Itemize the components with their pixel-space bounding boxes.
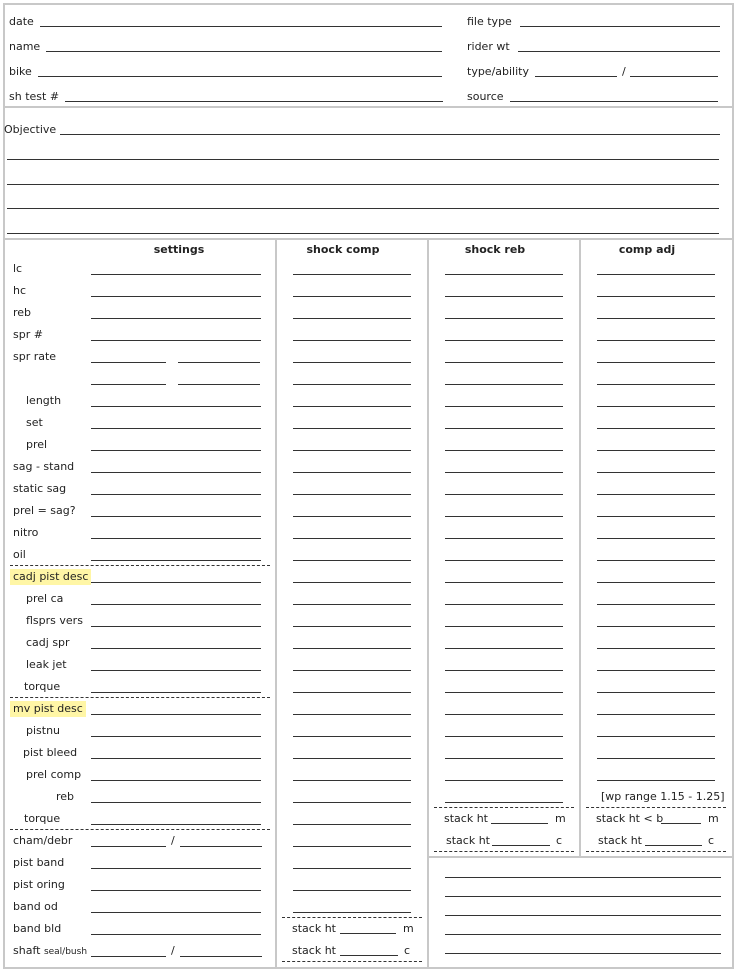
settings-field[interactable]	[91, 692, 261, 693]
bike-label: bike	[9, 65, 32, 78]
shock-comp-field[interactable]	[293, 406, 411, 407]
sh-test-field[interactable]	[65, 101, 443, 102]
ability-field[interactable]	[630, 76, 718, 77]
prel-comp-label: prel comp	[26, 768, 82, 781]
comp-adj-field[interactable]	[597, 340, 715, 341]
cadj-spr-label: cadj spr	[26, 636, 70, 649]
torque-label-1: torque	[24, 680, 61, 693]
settings-field[interactable]	[91, 516, 261, 517]
length-label: length	[26, 394, 62, 407]
shock-comp-header: shock comp	[306, 243, 380, 256]
settings-field[interactable]	[91, 714, 261, 715]
objective-line-5[interactable]	[7, 233, 719, 234]
comp-adj-footer-bottom	[586, 851, 726, 852]
shock-reb-field[interactable]	[445, 758, 563, 759]
comp-adj-unit-m: m	[708, 812, 719, 825]
shock-reb-field[interactable]	[445, 560, 563, 561]
shock-comp-stack-ht-c-field[interactable]	[340, 955, 398, 956]
shock-reb-field[interactable]	[445, 582, 563, 583]
file-type-label: file type	[467, 15, 512, 28]
shock-reb-field[interactable]	[445, 472, 563, 473]
shock-comp-field[interactable]	[293, 648, 411, 649]
notes-field[interactable]	[445, 896, 721, 897]
shock-comp-field[interactable]	[293, 846, 411, 847]
shock-comp-field[interactable]	[293, 274, 411, 275]
comp-adj-field[interactable]	[597, 538, 715, 539]
shock-comp-footer-bottom	[282, 961, 422, 962]
shock-reb-field[interactable]	[445, 428, 563, 429]
notes-field[interactable]	[445, 877, 721, 878]
rider-wt-label: rider wt	[467, 40, 510, 53]
shock-comp-field[interactable]	[293, 802, 411, 803]
pist-band-label: pist band	[13, 856, 65, 869]
shock-comp-field[interactable]	[293, 450, 411, 451]
shock-reb-stack-ht-m-label: stack ht	[444, 812, 488, 825]
static-sag-label: static sag	[13, 482, 67, 495]
cham-debr-label: cham/debr	[13, 834, 73, 847]
settings-field[interactable]	[91, 802, 261, 803]
oil-label: oil	[13, 548, 26, 561]
shock-reb-field[interactable]	[445, 406, 563, 407]
shock-comp-unit-m: m	[403, 922, 414, 935]
pist-bleed-label: pist bleed	[23, 746, 78, 759]
shock-reb-field[interactable]	[445, 516, 563, 517]
source-label: source	[467, 90, 504, 103]
settings-field[interactable]	[91, 318, 261, 319]
settings-field[interactable]	[91, 560, 261, 561]
settings-field-split-b[interactable]	[180, 846, 262, 847]
name-label: name	[9, 40, 41, 53]
shock-reb-field[interactable]	[445, 384, 563, 385]
shock-comp-field[interactable]	[293, 714, 411, 715]
shock-reb-field[interactable]	[445, 340, 563, 341]
shock-comp-stack-ht-m-label: stack ht	[292, 922, 336, 935]
shock-comp-field[interactable]	[293, 472, 411, 473]
objective-line-3[interactable]	[7, 184, 719, 185]
shock-comp-field[interactable]	[293, 780, 411, 781]
comp-adj-field[interactable]	[597, 714, 715, 715]
prel-ca-label: prel ca	[26, 592, 64, 605]
settings-field-split-a[interactable]	[91, 384, 166, 385]
flsprs-vers-label: flsprs vers	[26, 614, 83, 627]
prel-label: prel	[26, 438, 48, 451]
rider-wt-field[interactable]	[518, 51, 720, 52]
objective-line-2[interactable]	[7, 159, 719, 160]
pistnu-label: pistnu	[26, 724, 61, 737]
notes-left-border	[427, 856, 429, 968]
shock-reb-field[interactable]	[445, 714, 563, 715]
settings-field[interactable]	[91, 472, 261, 473]
settings-header: settings	[153, 243, 205, 256]
notes-field[interactable]	[445, 953, 721, 954]
settings-divider-1	[10, 565, 270, 566]
comp-adj-field[interactable]	[597, 428, 715, 429]
shock-comp-field[interactable]	[293, 494, 411, 495]
shock-reb-field[interactable]	[445, 626, 563, 627]
objective-line-4[interactable]	[7, 208, 719, 209]
settings-field[interactable]	[91, 428, 261, 429]
spr-num-label: spr #	[13, 328, 43, 341]
bike-field[interactable]	[38, 76, 442, 77]
hc-label: hc	[13, 284, 27, 297]
comp-adj-field[interactable]	[597, 604, 715, 605]
objective-label: Objective	[4, 123, 57, 136]
comp-adj-field[interactable]	[597, 472, 715, 473]
date-label: date	[9, 15, 34, 28]
shock-comp-field[interactable]	[293, 824, 411, 825]
notes-divider	[427, 856, 733, 858]
date-field[interactable]	[40, 26, 442, 27]
comp-adj-field[interactable]	[597, 296, 715, 297]
type-field[interactable]	[535, 76, 617, 77]
shock-reb-field[interactable]	[445, 802, 563, 803]
shock-comp-field[interactable]	[293, 362, 411, 363]
shaft-seal-label	[13, 944, 87, 959]
column-divider-3	[579, 238, 581, 858]
pist-oring-label: pist oring	[13, 878, 65, 891]
shock-reb-footer-divider	[434, 807, 574, 808]
comp-adj-stack-ht-c-label: stack ht	[598, 834, 642, 847]
comp-adj-field[interactable]	[597, 626, 715, 627]
shock-reb-stack-ht-c-field[interactable]	[492, 845, 550, 846]
settings-field-split-b[interactable]	[178, 384, 260, 385]
settings-field[interactable]	[91, 450, 261, 451]
shock-reb-unit-c: c	[556, 834, 563, 847]
shock-reb-field[interactable]	[445, 604, 563, 605]
comp-adj-footer-divider	[586, 807, 726, 808]
settings-field[interactable]	[91, 868, 261, 869]
torque-label-2: torque	[24, 812, 61, 825]
comp-adj-stack-ht-m-field[interactable]	[661, 823, 701, 824]
shock-reb-header: shock reb	[464, 243, 526, 256]
comp-adj-field[interactable]	[597, 362, 715, 363]
shock-comp-field[interactable]	[293, 582, 411, 583]
shock-reb-field[interactable]	[445, 736, 563, 737]
shock-comp-field[interactable]	[293, 516, 411, 517]
comp-adj-field[interactable]	[597, 494, 715, 495]
settings-field[interactable]	[91, 582, 261, 583]
prel-sag-label: prel = sag?	[13, 504, 76, 517]
settings-field-split-b[interactable]	[180, 956, 262, 957]
shock-comp-field[interactable]	[293, 560, 411, 561]
comp-adj-field[interactable]	[597, 736, 715, 737]
comp-adj-field[interactable]	[597, 516, 715, 517]
shock-comp-field[interactable]	[293, 692, 411, 693]
shock-reb-field[interactable]	[445, 670, 563, 671]
column-divider-1	[275, 238, 277, 968]
shock-reb-field[interactable]	[445, 318, 563, 319]
settings-field[interactable]	[91, 340, 261, 341]
settings-field-split-a[interactable]	[91, 846, 166, 847]
shock-comp-field[interactable]	[293, 736, 411, 737]
comp-adj-field[interactable]	[597, 560, 715, 561]
shaft-seal-slash: /	[171, 944, 175, 957]
shock-comp-field[interactable]	[293, 912, 411, 913]
reb-label: reb	[13, 306, 32, 319]
type-ability-slash: /	[622, 65, 626, 78]
objective-line-1[interactable]	[60, 134, 720, 135]
band-bld-label: band bld	[13, 922, 62, 935]
mv-pist-desc-label: mv pist desc	[10, 701, 86, 717]
settings-field[interactable]	[91, 648, 261, 649]
shock-comp-field[interactable]	[293, 318, 411, 319]
nitro-label: nitro	[13, 526, 39, 539]
shock-reb-footer-bottom	[434, 851, 574, 852]
settings-field[interactable]	[91, 296, 261, 297]
wp-range-note: [wp range 1.15 - 1.25]	[601, 790, 725, 803]
comp-adj-field[interactable]	[597, 318, 715, 319]
shock-comp-field[interactable]	[293, 428, 411, 429]
shock-comp-stack-ht-c-label: stack ht	[292, 944, 336, 957]
comp-adj-field[interactable]	[597, 384, 715, 385]
column-divider-2	[427, 238, 429, 858]
objective-section	[3, 106, 734, 240]
settings-divider-3	[10, 829, 270, 830]
lc-label: lc	[13, 262, 23, 275]
shock-reb-field[interactable]	[445, 538, 563, 539]
shaft-text: shaft	[13, 944, 44, 957]
comp-adj-field[interactable]	[597, 648, 715, 649]
shock-reb-stack-ht-c-label: stack ht	[446, 834, 490, 847]
settings-field-split-a[interactable]	[91, 362, 166, 363]
settings-field[interactable]	[91, 736, 261, 737]
shock-reb-stack-ht-m-field[interactable]	[491, 823, 548, 824]
shock-reb-field[interactable]	[445, 780, 563, 781]
settings-field[interactable]	[91, 626, 261, 627]
comp-adj-stack-ht-c-field[interactable]	[645, 845, 702, 846]
comp-adj-field[interactable]	[597, 274, 715, 275]
settings-field[interactable]	[91, 670, 261, 671]
sag-stand-label: sag - stand	[13, 460, 75, 473]
comp-adj-field[interactable]	[597, 450, 715, 451]
settings-field[interactable]	[91, 912, 261, 913]
type-ability-label: type/ability	[467, 65, 529, 78]
settings-field-split-b[interactable]	[178, 362, 260, 363]
shock-reb-field[interactable]	[445, 296, 563, 297]
shock-reb-field[interactable]	[445, 648, 563, 649]
comp-adj-unit-c: c	[708, 834, 715, 847]
shock-comp-unit-c: c	[404, 944, 411, 957]
comp-adj-header: comp adj	[618, 243, 676, 256]
set-label: set	[26, 416, 43, 429]
header-section	[3, 3, 734, 108]
settings-field[interactable]	[91, 890, 261, 891]
shock-comp-field[interactable]	[293, 758, 411, 759]
settings-field[interactable]	[91, 406, 261, 407]
shock-comp-field[interactable]	[293, 604, 411, 605]
shock-reb-field[interactable]	[445, 494, 563, 495]
settings-field[interactable]	[91, 824, 261, 825]
notes-field[interactable]	[445, 915, 721, 916]
cham-debr-slash: /	[171, 834, 175, 847]
source-field[interactable]	[510, 101, 718, 102]
comp-adj-field[interactable]	[597, 670, 715, 671]
sh-test-label: sh test #	[9, 90, 60, 103]
settings-field[interactable]	[91, 934, 261, 935]
comp-adj-stack-ht-m-label: stack ht < b	[596, 812, 664, 825]
shock-reb-field[interactable]	[445, 274, 563, 275]
settings-field[interactable]	[91, 494, 261, 495]
shock-comp-field[interactable]	[293, 340, 411, 341]
shock-comp-field[interactable]	[293, 296, 411, 297]
settings-field[interactable]	[91, 780, 261, 781]
spr-rate-label: spr rate	[13, 350, 57, 363]
shock-comp-field[interactable]	[293, 626, 411, 627]
comp-adj-field[interactable]	[597, 780, 715, 781]
comp-adj-field[interactable]	[597, 582, 715, 583]
shock-reb-field[interactable]	[445, 692, 563, 693]
comp-adj-field[interactable]	[597, 692, 715, 693]
shock-comp-stack-ht-m-field[interactable]	[340, 933, 396, 934]
shock-comp-field[interactable]	[293, 868, 411, 869]
shock-reb-field[interactable]	[445, 450, 563, 451]
shock-comp-field[interactable]	[293, 384, 411, 385]
cadj-pist-desc-label: cadj pist desc	[10, 569, 91, 585]
settings-field[interactable]	[91, 538, 261, 539]
seal-bush-text: seal/bush	[43, 947, 88, 957]
shock-reb-field[interactable]	[445, 362, 563, 363]
name-field[interactable]	[46, 51, 442, 52]
settings-field[interactable]	[91, 274, 261, 275]
shock-comp-footer-divider	[282, 917, 422, 918]
comp-adj-field[interactable]	[597, 758, 715, 759]
settings-field[interactable]	[91, 604, 261, 605]
settings-field[interactable]	[91, 758, 261, 759]
shock-reb-unit-m: m	[555, 812, 566, 825]
shock-comp-field[interactable]	[293, 670, 411, 671]
comp-adj-field[interactable]	[597, 406, 715, 407]
leak-jet-label: leak jet	[26, 658, 67, 671]
file-type-field[interactable]	[520, 26, 720, 27]
shock-comp-field[interactable]	[293, 538, 411, 539]
settings-divider-2	[10, 697, 270, 698]
shock-comp-field[interactable]	[293, 890, 411, 891]
reb-label-2: reb	[56, 790, 75, 803]
settings-field-split-a[interactable]	[91, 956, 166, 957]
notes-field[interactable]	[445, 934, 721, 935]
band-od-label: band od	[13, 900, 58, 913]
